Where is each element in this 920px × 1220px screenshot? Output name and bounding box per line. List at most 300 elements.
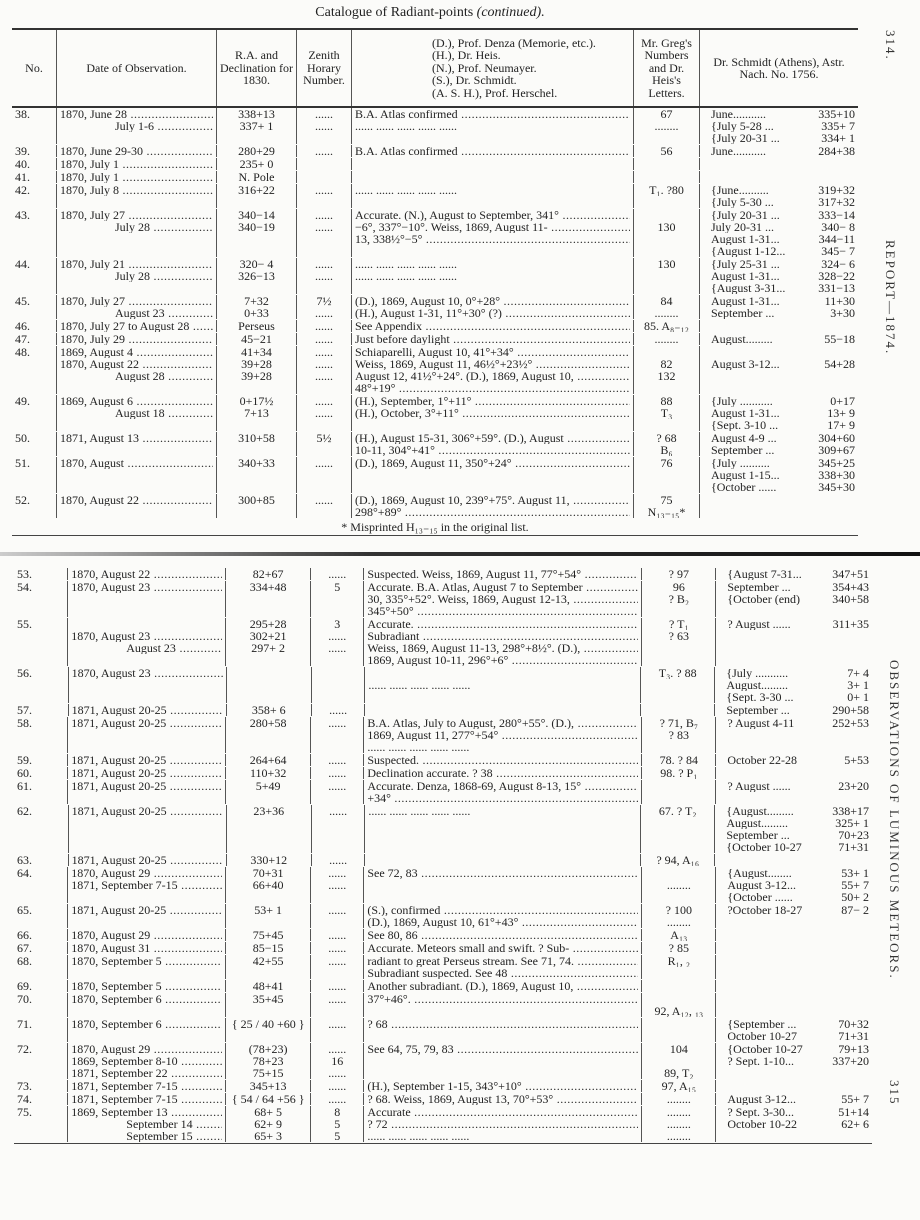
- schmidt-entry: [703, 184, 855, 196]
- date-cell: [57, 333, 217, 345]
- ra-dec-cell: [217, 158, 297, 170]
- table-row: [14, 581, 872, 618]
- schmidt-period: {July 5-30 ...: [711, 196, 774, 208]
- zenith-value: ......: [328, 568, 347, 580]
- schmidt-radiant: 284+38: [818, 145, 855, 157]
- zenith-cell: [311, 767, 364, 779]
- zenith-value: ......: [315, 258, 333, 270]
- entry-number: 53.: [17, 568, 32, 580]
- schmidt-period: {August 3-31...: [711, 282, 786, 294]
- note-line: Suspected. Weiss, 1869, August 11, 77°+54° .....: [367, 568, 638, 580]
- zenith-value: ......: [328, 1018, 347, 1030]
- ra-dec-value: 39+28: [241, 370, 272, 382]
- table-body: [12, 108, 858, 519]
- greg-number: ........: [654, 333, 679, 345]
- ra-dec-value: 110+32: [250, 767, 287, 779]
- note-line: ...... ...... ...... ...... ......: [367, 741, 470, 753]
- notes-cell: [352, 333, 634, 345]
- zenith-value: 16: [331, 1055, 344, 1067]
- table-row: [14, 805, 872, 854]
- ra-dec-value: 23+36: [253, 805, 285, 817]
- schmidt-cell: [700, 346, 858, 394]
- zenith-cell: [297, 295, 352, 319]
- greg-cell: [634, 333, 700, 345]
- footnote: * Misprinted H₁₃₋₁₅ in the original list.: [341, 520, 529, 534]
- notes-cell: [364, 568, 642, 580]
- schmidt-entry: [719, 1030, 869, 1042]
- schmidt-radiant: 345+25: [818, 457, 855, 469]
- note-line: (D.), 1869, August 10, 239°+75°. August 11, .....: [355, 494, 630, 506]
- zenith-cell: [297, 184, 352, 208]
- date-cell: [68, 1043, 226, 1079]
- table-row: [14, 568, 872, 581]
- greg-cell: [634, 209, 700, 257]
- schmidt-radiant: 11+30: [824, 295, 855, 307]
- zenith-value: ......: [328, 717, 347, 729]
- schmidt-entry: [719, 581, 869, 593]
- schmidt-radiant: 55+ 7: [841, 879, 869, 891]
- schmidt-period: August 3-12...: [711, 358, 780, 370]
- zenith-value: ......: [315, 457, 333, 469]
- note-line: −6°, 337°−10°. Weiss, 1869, August 11- .....: [355, 221, 630, 233]
- schmidt-radiant: 252+53: [832, 717, 869, 729]
- date-cell: [68, 980, 226, 992]
- date-line: September 14 .....: [71, 1118, 222, 1130]
- schmidt-cell: [700, 158, 858, 170]
- schmidt-radiant: 345+30: [818, 481, 855, 493]
- date-line: 1869, September 8-10 .....: [71, 1055, 222, 1067]
- schmidt-cell: [716, 568, 872, 580]
- date-line: 1870, August 29 .....: [71, 1043, 222, 1055]
- date-line: 1870, July 27 to August 28 .....: [60, 320, 213, 332]
- note-line: B.A. Atlas confirmed .....: [355, 108, 630, 120]
- zenith-cell: [311, 1093, 364, 1105]
- zenith-cell: [312, 854, 366, 866]
- greg-number: ........: [666, 1118, 691, 1130]
- ra-dec-value: 295+28: [249, 618, 287, 630]
- row-number: [14, 867, 68, 903]
- schmidt-radiant: 325+ 1: [835, 817, 869, 829]
- note-line: ...... ...... ...... ...... ......: [367, 1130, 470, 1142]
- greg-number: 88: [660, 395, 673, 407]
- observer-key: (D.), Prof. Denza (Memorie, etc.).: [432, 35, 596, 50]
- ra-dec-value: 7+13: [244, 407, 269, 419]
- schmidt-period: {June..........: [711, 184, 769, 196]
- zenith-cell: [297, 494, 352, 518]
- schmidt-entry: [718, 679, 869, 691]
- schmidt-entry: [719, 780, 869, 792]
- ra-dec-cell: [226, 1018, 311, 1042]
- date-line: 1871, August 20-25 .....: [71, 717, 222, 729]
- notes-cell: [364, 993, 642, 1017]
- entry-number: 73.: [17, 1080, 32, 1092]
- schmidt-period: September ...: [726, 829, 790, 841]
- schmidt-radiant: 13+ 9: [827, 407, 855, 419]
- greg-number: [645, 993, 712, 1005]
- ra-dec-cell: [226, 904, 311, 928]
- note-line: Accurate. Meteors small and swift. ? Sub- .....: [367, 942, 638, 954]
- ra-dec-cell: [226, 568, 311, 580]
- notes-cell: [352, 432, 634, 456]
- note-line: ? 68. Weiss, 1869, August 13, 70°+53° .....: [367, 1093, 638, 1105]
- ra-dec-value: 7+32: [244, 295, 269, 307]
- schmidt-entry: [718, 704, 869, 716]
- ra-dec-cell: [226, 767, 311, 779]
- entry-number: 62.: [17, 805, 32, 817]
- zenith-cell: [311, 581, 364, 617]
- schmidt-cell: [715, 667, 872, 703]
- schmidt-cell: [700, 320, 858, 332]
- date-line: July 28 .....: [60, 270, 213, 282]
- row-number: [12, 346, 57, 394]
- ra-dec-value: 70+31: [252, 867, 284, 879]
- row-number: [12, 320, 57, 332]
- schmidt-radiant: 340+58: [832, 593, 869, 605]
- zenith-cell: [311, 568, 364, 580]
- zenith-cell: [311, 993, 364, 1017]
- date-cell: [57, 171, 217, 183]
- zenith-value: 5½: [316, 432, 332, 444]
- date-cell: [68, 1018, 226, 1042]
- date-line: 1871, August 20-25 .....: [72, 805, 223, 817]
- row-number: [14, 955, 68, 979]
- ra-dec-value: 280+29: [238, 145, 275, 157]
- ra-dec-value: 280+58: [249, 717, 287, 729]
- greg-cell: [634, 320, 700, 332]
- note-line: See 64, 75, 79, 83 .....: [367, 1043, 638, 1055]
- date-cell: [68, 1080, 226, 1092]
- note-line: ...... ...... ...... ...... ......: [355, 270, 457, 282]
- ra-dec-value: 66+40: [252, 879, 284, 891]
- zenith-value: ......: [315, 307, 333, 319]
- note-line: (H.), September 1-15, 343°+10° .....: [367, 1080, 638, 1092]
- greg-number: ? T₁: [669, 618, 689, 630]
- page-number-314: 314.: [883, 30, 898, 61]
- row-number: [14, 993, 68, 1017]
- ra-dec-cell: [217, 346, 297, 394]
- table-row: [14, 754, 872, 767]
- ra-dec-cell: [217, 258, 297, 294]
- date-line: 1869, September 13 .....: [71, 1106, 222, 1118]
- ra-dec-value: 235+ 0: [239, 158, 274, 170]
- schmidt-radiant: 7+ 4: [847, 667, 869, 679]
- entry-number: 70.: [17, 993, 32, 1005]
- schmidt-radiant: 53+ 1: [841, 867, 869, 879]
- schmidt-entry: [703, 245, 855, 257]
- schmidt-period: September ...: [711, 444, 775, 456]
- table-row: [12, 494, 858, 519]
- zenith-value: ......: [315, 221, 333, 233]
- schmidt-entry: [719, 1043, 869, 1055]
- row-number: [14, 1018, 68, 1042]
- schmidt-cell: [716, 942, 872, 954]
- schmidt-entry: [703, 270, 855, 282]
- note-line: B.A. Atlas, July to August, 280°+55°. (D.), .....: [367, 717, 638, 729]
- schmidt-entry: [718, 817, 869, 829]
- table-row: [14, 780, 872, 805]
- note-line: (S.), confirmed .....: [367, 904, 638, 916]
- ra-dec-value: Perseus: [238, 320, 275, 332]
- zenith-value: 5: [334, 581, 341, 593]
- schmidt-radiant: 290+58: [832, 704, 869, 716]
- schmidt-period: ? August ......: [727, 780, 791, 792]
- note-line: Subradiant .....: [367, 630, 638, 642]
- radiant-table-bottom: [14, 568, 872, 1144]
- zenith-value: ......: [315, 120, 333, 132]
- date-cell: [57, 494, 217, 518]
- table-header: [12, 30, 858, 108]
- notes-cell: [364, 1093, 642, 1105]
- schmidt-radiant: 70+23: [838, 829, 869, 841]
- row-number: [12, 457, 57, 493]
- greg-cell: [642, 904, 716, 928]
- zenith-cell: [311, 904, 364, 928]
- zenith-cell: [297, 432, 352, 456]
- date-line: August 23 .....: [71, 642, 222, 654]
- row-number: [12, 158, 57, 170]
- zenith-cell: [297, 258, 352, 294]
- table-row: [12, 295, 858, 320]
- date-cell: [69, 854, 227, 866]
- date-line: September 15 .....: [71, 1130, 222, 1142]
- note-line: 13, 338½°−5° .....: [355, 233, 630, 245]
- schmidt-cell: [700, 209, 858, 257]
- schmidt-cell: [715, 704, 872, 716]
- zenith-value: ......: [329, 704, 348, 716]
- entry-number: 38.: [15, 108, 30, 120]
- schmidt-entry: [719, 568, 869, 580]
- observer-key: (A. S. H.), Prof. Herschel.: [432, 85, 558, 100]
- note-line: (H.), August 15-31, 306°+59°. (D.), August .....: [355, 432, 630, 444]
- greg-number: A₁₃: [670, 929, 688, 941]
- greg-cell: [634, 432, 700, 456]
- schmidt-period: September ...: [711, 307, 775, 319]
- schmidt-period: August.........: [711, 333, 773, 345]
- entry-number: 57.: [17, 704, 32, 716]
- ra-dec-value: 85−15: [252, 942, 284, 954]
- schmidt-radiant: 71+31: [838, 841, 869, 853]
- date-line: 1870, July 27 .....: [60, 295, 213, 307]
- zenith-value: ......: [328, 867, 347, 879]
- date-line: 1870, August 29 .....: [71, 929, 222, 941]
- greg-cell: [634, 258, 700, 294]
- observer-key: (S.), Dr. Schmidt.: [432, 73, 517, 88]
- schmidt-radiant: 55+ 7: [841, 1093, 869, 1105]
- schmidt-period: {July ...........: [726, 667, 789, 679]
- schmidt-entry: [719, 904, 869, 916]
- zenith-value: ......: [328, 993, 347, 1005]
- date-cell: [57, 457, 217, 493]
- date-cell: [57, 145, 217, 157]
- date-cell: [69, 667, 227, 703]
- date-line: 1869, August 4 .....: [60, 346, 213, 358]
- schmidt-cell: [716, 1106, 872, 1142]
- zenith-value: ......: [329, 854, 348, 866]
- schmidt-entry: [703, 258, 855, 270]
- entry-number: 54.: [17, 581, 32, 593]
- zenith-value: ......: [315, 370, 333, 382]
- greg-cell: [642, 980, 716, 992]
- ra-dec-cell: [217, 432, 297, 456]
- notes-cell: [352, 494, 634, 518]
- zenith-cell: [297, 145, 352, 157]
- greg-cell: [642, 767, 716, 779]
- greg-cell: [634, 457, 700, 493]
- entry-number: 58.: [17, 717, 32, 729]
- schmidt-entry: [703, 333, 855, 345]
- row-number: [12, 295, 57, 319]
- zenith-value: 7½: [316, 295, 332, 307]
- date-cell: [69, 704, 227, 716]
- note-line: 10-11, 304°+41° .....: [355, 444, 630, 456]
- zenith-value: ......: [328, 630, 347, 642]
- table-row: [14, 955, 872, 980]
- schmidt-cell: [716, 993, 872, 1017]
- greg-cell: [634, 158, 700, 170]
- schmidt-period: August.........: [726, 679, 789, 691]
- greg-number: ........: [666, 1130, 691, 1142]
- row-number: [14, 854, 69, 866]
- zenith-value: ......: [315, 395, 333, 407]
- schmidt-cell: [715, 805, 872, 853]
- notes-cell: [352, 145, 634, 157]
- zenith-value: ......: [328, 980, 347, 992]
- greg-number: ? 94, A₁₆: [656, 854, 700, 866]
- schmidt-cell: [716, 904, 872, 928]
- schmidt-entry: [719, 1118, 869, 1130]
- zenith-cell: [311, 867, 364, 903]
- schmidt-period: August 3-12...: [727, 1093, 796, 1105]
- ra-dec-cell: [217, 145, 297, 157]
- date-line: 1871, August 20-25 .....: [71, 754, 222, 766]
- greg-number: 82: [660, 358, 673, 370]
- ra-dec-value: 41+34: [241, 346, 272, 358]
- greg-number: ........: [654, 307, 679, 319]
- schmidt-cell: [716, 780, 872, 804]
- schmidt-period: June...........: [711, 145, 766, 157]
- schmidt-cell: [700, 108, 858, 144]
- zenith-value: ......: [315, 358, 333, 370]
- greg-number: T₁. ?80: [649, 184, 684, 196]
- ra-dec-value: 326−13: [238, 270, 275, 282]
- notes-cell: [364, 929, 642, 941]
- date-line: 1870, August 23 .....: [72, 667, 223, 679]
- date-line: 1870, September 5 .....: [71, 955, 222, 967]
- schmidt-period: ? August 4-11: [727, 717, 795, 729]
- notes-cell: [364, 955, 642, 979]
- schmidt-radiant: 55−18: [824, 333, 855, 345]
- schmidt-cell: [700, 145, 858, 157]
- zenith-value: ......: [328, 1067, 347, 1079]
- ra-dec-value: 300+85: [238, 494, 275, 506]
- table-row: [14, 1043, 872, 1080]
- header-schmidt: Dr. Schmidt (Athens), Astr. Nach. No. 1756.: [713, 54, 845, 81]
- greg-cell: [642, 1018, 716, 1042]
- schmidt-entry: [719, 879, 869, 891]
- notes-cell: [364, 1106, 642, 1142]
- schmidt-entry: [703, 209, 855, 221]
- schmidt-period: {October 10-27: [726, 841, 802, 853]
- ra-dec-value: 48+41: [252, 980, 284, 992]
- entry-number: 56.: [17, 667, 32, 679]
- date-line: 1870, September 6 .....: [71, 1018, 222, 1030]
- observer-key: (N.), Prof. Neumayer.: [432, 60, 537, 75]
- row-number: [12, 432, 57, 456]
- notes-cell: [364, 618, 642, 666]
- entry-number: 64.: [17, 867, 32, 879]
- greg-number: [645, 1055, 712, 1067]
- note-line: See 72, 83 .....: [367, 867, 638, 879]
- note-line: (H.), August 1-31, 11°+30° (?) .....: [355, 307, 630, 319]
- table-row: [14, 942, 872, 955]
- greg-cell: [642, 955, 716, 979]
- schmidt-period: {July ..........: [711, 457, 770, 469]
- schmidt-entry: [718, 841, 869, 853]
- schmidt-radiant: 309+67: [818, 444, 855, 456]
- schmidt-entry: [703, 395, 855, 407]
- schmidt-radiant: 333−14: [818, 209, 855, 221]
- schmidt-period: August 1-15...: [711, 469, 780, 481]
- date-line: 1870, August 29 .....: [71, 867, 222, 879]
- notes-cell: [352, 209, 634, 257]
- date-line: 1870, July 1 .....: [60, 158, 213, 170]
- greg-number: ? B₂: [668, 593, 690, 605]
- row-number: [14, 754, 68, 766]
- ra-dec-value: 45−21: [241, 333, 272, 345]
- ra-dec-value: 75+45: [252, 929, 284, 941]
- entry-number: 61.: [17, 780, 32, 792]
- date-line: August 18 .....: [60, 407, 213, 419]
- zenith-value: ......: [328, 754, 347, 766]
- entry-number: 45.: [15, 295, 30, 307]
- greg-number: 104: [669, 1043, 688, 1055]
- greg-number: 78. ? 84: [659, 754, 698, 766]
- ra-dec-value: 62+ 9: [254, 1118, 283, 1130]
- zenith-cell: [311, 1043, 364, 1079]
- date-line: 1871, August 20-25 .....: [71, 767, 222, 779]
- schmidt-cell: [700, 171, 858, 183]
- greg-number: 84: [660, 295, 673, 307]
- ra-dec-cell: [217, 494, 297, 518]
- ra-dec-cell: [226, 1106, 311, 1142]
- schmidt-radiant: 338+30: [818, 469, 855, 481]
- zenith-value: ......: [315, 494, 333, 506]
- date-line: 1871, August 20-25 .....: [72, 854, 223, 866]
- schmidt-radiant: 3+ 1: [847, 679, 869, 691]
- date-line: 1870, July 8 .....: [60, 184, 213, 196]
- schmidt-period: {October 10-27: [727, 1043, 803, 1055]
- ra-dec-cell: [226, 980, 311, 992]
- notes-cell: [352, 320, 634, 332]
- schmidt-entry: [719, 717, 869, 729]
- ra-dec-value: { 25 / 40 +60 }: [231, 1018, 305, 1030]
- row-number: [14, 780, 68, 804]
- greg-cell: [634, 108, 700, 144]
- schmidt-radiant: 347+51: [832, 568, 869, 580]
- entry-number: 44.: [15, 258, 30, 270]
- schmidt-radiant: 340− 8: [821, 221, 855, 233]
- table-row: [14, 1093, 872, 1106]
- schmidt-entry: [703, 145, 855, 157]
- ra-dec-cell: [217, 457, 297, 493]
- greg-number: ? 100: [665, 904, 692, 916]
- ra-dec-value: 68+ 5: [254, 1106, 283, 1118]
- greg-cell: [634, 346, 700, 394]
- greg-number: 130: [657, 221, 676, 233]
- schmidt-radiant: 17+ 9: [827, 419, 855, 431]
- note-line: 30, 335°+52°. Weiss, 1869, August 12-13, .....: [367, 593, 638, 605]
- schmidt-cell: [716, 767, 872, 779]
